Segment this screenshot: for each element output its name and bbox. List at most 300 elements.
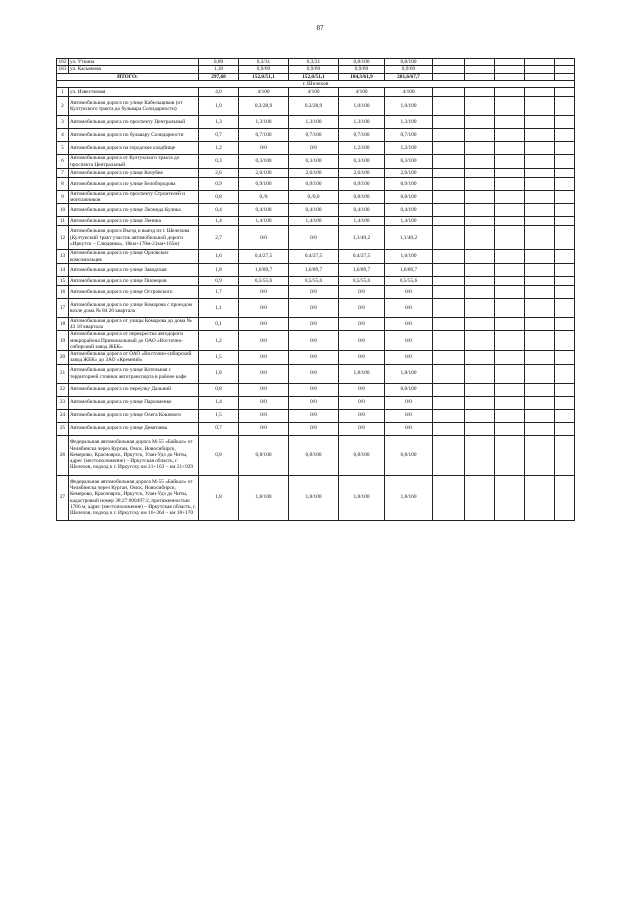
value-cell: 0,5/55,6 <box>289 276 339 285</box>
empty-cell <box>433 129 465 142</box>
road-name: Автомобильная дорога от улицы Комарова до дома № 43 18 квартала <box>69 317 199 331</box>
section-row <box>57 80 575 88</box>
empty-cell <box>433 331 465 351</box>
value-cell: 0,4/27,5 <box>339 250 385 264</box>
value-cell: 0,7/100 <box>339 129 385 142</box>
value-cell: 1,0/100 <box>339 97 385 116</box>
empty-cell <box>465 129 495 142</box>
table-row <box>57 190 575 204</box>
value-cell: 0,9 <box>199 177 239 190</box>
value-cell: 1,8 <box>199 475 239 520</box>
value-cell: 0,9/100 <box>239 177 289 190</box>
empty-cell <box>465 276 495 285</box>
empty-cell <box>555 177 575 190</box>
table-row <box>57 226 575 250</box>
value-cell: 0,80 <box>199 59 239 66</box>
value-cell: 0,5/55,6 <box>339 276 385 285</box>
road-name: Федеральная автомобильная дорога М-55 «Байкал» от Челябинска через Курган, Омск, Новосибирск, Кемерово, Красноярск, Иркутск, Улан-Удэ до Читы, адрес (местоположение) – Иркутская область, г. Шелехов, подход к г. Иркутску км 21+163 – км 21+929 <box>69 435 199 475</box>
value-cell: 0,1 <box>199 317 239 331</box>
value-cell: 2,7 <box>199 226 239 250</box>
road-name: Автомобильная дорога по улице Пионеров <box>69 276 199 285</box>
row-number: 16 <box>57 285 69 298</box>
empty-cell <box>525 331 555 351</box>
empty-cell <box>525 168 555 177</box>
empty-cell <box>555 129 575 142</box>
row-number: 18 <box>57 317 69 331</box>
empty-cell <box>433 285 465 298</box>
value-cell: 0,4/100 <box>239 204 289 217</box>
value-cell: 1,2 <box>199 331 239 351</box>
value-cell: 0/0 <box>239 351 289 365</box>
value-cell: 0/0 <box>239 409 289 422</box>
empty-cell <box>525 383 555 396</box>
table-row <box>57 250 575 264</box>
empty-cell <box>433 422 465 435</box>
value-cell: 2,6/100 <box>289 168 339 177</box>
value-cell: 0/0 <box>289 351 339 365</box>
value-cell: 2,6/100 <box>239 168 289 177</box>
row-number: 13 <box>57 250 69 264</box>
value-cell: 0/0 <box>239 383 289 396</box>
value-cell: 0,8/100 <box>339 59 385 66</box>
empty-cell <box>525 226 555 250</box>
empty-cell <box>525 298 555 317</box>
row-number: 5 <box>57 142 69 155</box>
road-name: Автомобильная дорога от перекрестка автодороги микрорайона Привокзальный до ОАО «Восточно-сибирский завод ЖБК» <box>69 331 199 351</box>
empty-cell <box>495 142 525 155</box>
empty-cell <box>525 250 555 264</box>
empty-cell <box>555 66 575 73</box>
empty-cell <box>433 298 465 317</box>
empty-cell <box>495 298 525 317</box>
table-row <box>57 331 575 351</box>
empty-cell <box>555 73 575 80</box>
road-name: Автомобильная дорога по улице Пархоменко <box>69 396 199 409</box>
table-row <box>57 364 575 383</box>
value-cell: 1,8/100 <box>385 364 433 383</box>
empty-cell <box>525 263 555 276</box>
empty-cell <box>525 217 555 226</box>
value-cell: 0/0 <box>289 409 339 422</box>
road-name: Автомобильная дорога по переулку Дальний <box>69 383 199 396</box>
road-name: Федеральная автомобильная дорога М-55 «Байкал» от Челябинска через Курган, Омск, Новосибирск, Кемерово, Красноярск, Иркутск, Улан-Удэ до Читы, кадастровый номер 38:27:000497:2, протяженностью 1766 м, адрес (местоположение) – Иркутская область, г. Шелехов, подход к г. Иркутску км 16+364 – км 18+170 <box>69 475 199 520</box>
value-cell: 0,5/55,6 <box>385 276 433 285</box>
empty-cell <box>495 317 525 331</box>
row-number: 21 <box>57 364 69 383</box>
table-row <box>57 155 575 169</box>
value-cell: 0/0 <box>289 285 339 298</box>
value-cell: 0,8/100 <box>385 190 433 204</box>
value-cell: 0,9/69 <box>239 66 289 73</box>
value-cell: 0/0 <box>289 298 339 317</box>
value-cell: 0/0 <box>239 331 289 351</box>
table-row <box>57 217 575 226</box>
empty-cell <box>555 88 575 97</box>
value-cell: 0,4 <box>199 204 239 217</box>
empty-cell <box>495 331 525 351</box>
empty-cell <box>433 475 465 520</box>
row-number: 23 <box>57 396 69 409</box>
row-number: 15 <box>57 276 69 285</box>
value-cell: 0,4/100 <box>339 204 385 217</box>
total-value: 152,0/51,1 <box>289 73 339 80</box>
value-cell: 0,/0,0 <box>289 190 339 204</box>
value-cell: 0,9/100 <box>289 177 339 190</box>
empty-cell <box>525 97 555 116</box>
road-name: Автомобильная дорога по улице Котельная с территорией стоянки автотранспорта в районе кафе <box>69 364 199 383</box>
table-row <box>57 475 575 520</box>
value-cell: 1,8/160 <box>385 475 433 520</box>
value-cell: 1,1/40,2 <box>385 226 433 250</box>
value-cell: 0,5/55,6 <box>239 276 289 285</box>
value-cell: 0,8/100 <box>339 190 385 204</box>
empty-cell <box>465 66 495 73</box>
value-cell: 0/0 <box>289 142 339 155</box>
empty-cell <box>433 168 465 177</box>
value-cell: 0,4/27,5 <box>289 250 339 264</box>
empty-cell <box>495 396 525 409</box>
empty-cell <box>433 263 465 276</box>
road-name: Автомобильная дорога по улице Леонида Кулика <box>69 204 199 217</box>
empty-cell <box>465 298 495 317</box>
value-cell: 1,4/100 <box>239 217 289 226</box>
empty-cell <box>495 177 525 190</box>
value-cell: 0/0 <box>289 317 339 331</box>
value-cell: 0/0 <box>339 285 385 298</box>
empty-cell <box>465 250 495 264</box>
table-row <box>57 177 575 190</box>
value-cell: 0/0 <box>339 351 385 365</box>
row-number: 183 <box>57 66 69 73</box>
value-cell: 0,/0 <box>239 190 289 204</box>
value-cell: 0/0 <box>239 142 289 155</box>
table-row <box>57 298 575 317</box>
empty-cell <box>555 364 575 383</box>
value-cell: 0/0 <box>339 396 385 409</box>
value-cell: 1,4 <box>199 217 239 226</box>
empty-cell <box>465 116 495 129</box>
road-name: Автомобильная дорога по бульвару Солидарности <box>69 129 199 142</box>
value-cell: 0/0 <box>239 396 289 409</box>
empty-cell <box>555 409 575 422</box>
road-name: Автомобильная дорога по проспекту Строителей и монтажников <box>69 190 199 204</box>
empty-cell <box>465 168 495 177</box>
value-cell: 0/0 <box>239 298 289 317</box>
value-cell: 0/0 <box>239 364 289 383</box>
row-number: 14 <box>57 263 69 276</box>
empty-cell <box>555 97 575 116</box>
road-name: Автомобильная дорога по улице Комарова с проездом возле дома № 84 20 квартала <box>69 298 199 317</box>
empty-cell <box>433 217 465 226</box>
row-number: 6 <box>57 155 69 169</box>
table-row <box>57 276 575 285</box>
empty-cell <box>433 190 465 204</box>
empty-cell <box>433 66 465 73</box>
value-cell: 1,5 <box>199 409 239 422</box>
empty-cell <box>495 73 525 80</box>
empty-cell <box>495 250 525 264</box>
empty-cell <box>465 217 495 226</box>
value-cell: 0,3/100 <box>339 155 385 169</box>
table-row <box>57 97 575 116</box>
row-number: 26 <box>57 435 69 475</box>
empty-cell <box>555 59 575 66</box>
value-cell: 1,8/100 <box>339 364 385 383</box>
value-cell: 4/100 <box>339 88 385 97</box>
value-cell: 1,30 <box>199 66 239 73</box>
value-cell: 0,3/28,9 <box>239 97 289 116</box>
road-name: Автомобильная дорога от ОАО «Восточно-сибирский завод ЖБК» до ЗАО «Кремний» <box>69 351 199 365</box>
empty-cell <box>465 285 495 298</box>
value-cell: 0,3 <box>199 155 239 169</box>
value-cell: 0,8 <box>199 383 239 396</box>
table-row <box>57 168 575 177</box>
empty-cell <box>465 263 495 276</box>
empty-cell <box>465 73 495 80</box>
value-cell: 2,6 <box>199 168 239 177</box>
value-cell: 1,8 <box>199 364 239 383</box>
value-cell: 0,9/69 <box>385 66 433 73</box>
row-number: 27 <box>57 475 69 520</box>
empty-cell <box>465 88 495 97</box>
empty-cell <box>433 73 465 80</box>
value-cell: 1,8/100 <box>239 475 289 520</box>
value-cell: 0/0 <box>339 317 385 331</box>
road-name: Автомобильная дорога Въезд и выезд из г. Шелехова (Култукский тракт участок автомобильной дороги «Иркутск – Слюдянка», 18км+170м-21км+165м) <box>69 226 199 250</box>
page-number: 87 <box>316 24 324 32</box>
empty-cell <box>555 168 575 177</box>
value-cell: 0,9/100 <box>385 177 433 190</box>
value-cell: 4/100 <box>239 88 289 97</box>
table-body <box>57 59 575 521</box>
value-cell: 1,2/100 <box>339 142 385 155</box>
total-label: ИТОГО: <box>57 73 199 80</box>
table-row <box>57 263 575 276</box>
empty-cell <box>465 383 495 396</box>
empty-cell <box>495 422 525 435</box>
row-number: 20 <box>57 351 69 365</box>
empty-cell <box>555 396 575 409</box>
value-cell: 0/0 <box>385 396 433 409</box>
row-number: 22 <box>57 383 69 396</box>
road-name: Автомобильная дорога по улице Кабельщиков (от Култукского тракта до бульвара Солидарности) <box>69 97 199 116</box>
table-row <box>57 435 575 475</box>
value-cell: 0,9/100 <box>339 177 385 190</box>
value-cell: 0/0 <box>239 422 289 435</box>
empty-cell <box>465 317 495 331</box>
value-cell: 0,3/100 <box>239 155 289 169</box>
value-cell: 0/0 <box>385 285 433 298</box>
row-number: 9 <box>57 190 69 204</box>
value-cell: 0/0 <box>385 351 433 365</box>
empty-cell <box>433 226 465 250</box>
empty-cell <box>555 190 575 204</box>
table-row <box>57 383 575 396</box>
empty-cell <box>555 475 575 520</box>
empty-cell <box>525 177 555 190</box>
empty-cell <box>465 97 495 116</box>
road-name: ул. Уткина <box>69 59 199 66</box>
road-name: Автомобильная дорога по улице Островского <box>69 285 199 298</box>
value-cell: 0/0 <box>289 226 339 250</box>
value-cell: 1,6 <box>199 250 239 264</box>
table-row <box>57 396 575 409</box>
empty-cell <box>433 142 465 155</box>
road-name: Автомобильная дорога от Култукского тракта до проспекта Центральный <box>69 155 199 169</box>
value-cell: 1,0/100 <box>385 97 433 116</box>
value-cell: 0,3/100 <box>385 155 433 169</box>
empty-cell <box>495 383 525 396</box>
road-name: Автомобильная дорога по улице Орловских комсомольцев <box>69 250 199 264</box>
empty-cell <box>525 317 555 331</box>
empty-cell <box>495 155 525 169</box>
empty-cell <box>433 177 465 190</box>
value-cell: 0,3/31 <box>289 59 339 66</box>
empty-cell <box>465 422 495 435</box>
value-cell: 0,7/100 <box>289 129 339 142</box>
value-cell: 0/0 <box>385 409 433 422</box>
value-cell: 0,8/100 <box>385 435 433 475</box>
empty-cell <box>525 409 555 422</box>
value-cell: 0,3/28,9 <box>289 97 339 116</box>
empty-cell <box>433 396 465 409</box>
row-number: 17 <box>57 298 69 317</box>
value-cell: 0,8 <box>199 435 239 475</box>
total-value: 184,3/61,9 <box>339 73 385 80</box>
empty-cell <box>495 285 525 298</box>
row-number: 2 <box>57 97 69 116</box>
total-value: 201,6/67,7 <box>385 73 433 80</box>
empty-cell <box>555 331 575 351</box>
empty-cell <box>555 422 575 435</box>
value-cell: 0/0 <box>289 396 339 409</box>
value-cell: 0/0 <box>339 422 385 435</box>
empty-cell <box>433 250 465 264</box>
value-cell: 0,8/100 <box>239 435 289 475</box>
empty-cell <box>555 435 575 475</box>
value-cell: 0,7 <box>199 129 239 142</box>
total-value: 152,0/51,1 <box>239 73 289 80</box>
table-row <box>57 66 575 73</box>
value-cell: 0,7/100 <box>239 129 289 142</box>
empty-cell <box>525 435 555 475</box>
value-cell: 1,2 <box>199 142 239 155</box>
value-cell: 0/0 <box>239 226 289 250</box>
value-cell: 0,7/100 <box>385 129 433 142</box>
empty-cell <box>495 263 525 276</box>
empty-cell <box>433 435 465 475</box>
empty-cell <box>525 66 555 73</box>
empty-cell <box>465 190 495 204</box>
value-cell: 0,8/100 <box>339 435 385 475</box>
empty-cell <box>495 190 525 204</box>
table-row <box>57 116 575 129</box>
value-cell: 4/100 <box>289 88 339 97</box>
value-cell: 0/0 <box>385 331 433 351</box>
empty-cell <box>433 59 465 66</box>
empty-cell <box>495 66 525 73</box>
value-cell: 4,0 <box>199 88 239 97</box>
value-cell: 1,3 <box>199 116 239 129</box>
empty-cell <box>465 59 495 66</box>
empty-cell <box>555 204 575 217</box>
empty-cell <box>433 204 465 217</box>
row-number: 19 <box>57 331 69 351</box>
empty-cell <box>433 155 465 169</box>
empty-cell <box>525 142 555 155</box>
empty-cell <box>495 226 525 250</box>
empty-cell <box>465 155 495 169</box>
value-cell: 4/100 <box>385 88 433 97</box>
empty-cell <box>525 396 555 409</box>
row-number: 11 <box>57 217 69 226</box>
empty-cell <box>555 263 575 276</box>
value-cell: 0/0 <box>339 383 385 396</box>
empty-cell <box>495 116 525 129</box>
road-name: ул. Известковая <box>69 88 199 97</box>
empty-cell <box>555 142 575 155</box>
empty-cell <box>433 383 465 396</box>
value-cell: 0,9 <box>199 276 239 285</box>
empty-cell <box>465 226 495 250</box>
value-cell: 1,4/100 <box>339 217 385 226</box>
empty-cell <box>465 396 495 409</box>
empty-cell <box>465 351 495 365</box>
roads-table <box>56 58 575 521</box>
value-cell: 1,2/100 <box>385 142 433 155</box>
empty-cell <box>433 317 465 331</box>
row-number: 12 <box>57 226 69 250</box>
value-cell: 0,4/100 <box>289 204 339 217</box>
empty-cell <box>555 226 575 250</box>
empty-cell <box>465 331 495 351</box>
value-cell: 0,7 <box>199 422 239 435</box>
table-row <box>57 409 575 422</box>
road-name: Автомобильная дорога по улице Кочубея <box>69 168 199 177</box>
road-name: ул. Касьянова <box>69 66 199 73</box>
empty-cell <box>495 217 525 226</box>
road-name: Автомобильная дорога по улице Заводская <box>69 263 199 276</box>
empty-cell <box>495 475 525 520</box>
empty-cell <box>525 116 555 129</box>
empty-cell <box>555 217 575 226</box>
empty-cell <box>555 250 575 264</box>
empty-cell <box>465 142 495 155</box>
value-cell: 0/0 <box>385 422 433 435</box>
empty-cell <box>495 351 525 365</box>
empty-cell <box>433 116 465 129</box>
value-cell: 1,6/89,7 <box>239 263 289 276</box>
value-cell: 0/0 <box>339 409 385 422</box>
value-cell: 0/0 <box>339 331 385 351</box>
empty-cell <box>525 155 555 169</box>
empty-cell <box>525 190 555 204</box>
table-row <box>57 422 575 435</box>
row-number: 7 <box>57 168 69 177</box>
value-cell: 0/0 <box>289 383 339 396</box>
value-cell: 0,8/100 <box>385 59 433 66</box>
empty-cell <box>525 475 555 520</box>
value-cell: 0,3/100 <box>289 155 339 169</box>
empty-cell <box>555 155 575 169</box>
table-row <box>57 351 575 365</box>
empty-cell <box>555 383 575 396</box>
value-cell: 1,8/100 <box>289 475 339 520</box>
empty-cell <box>525 285 555 298</box>
value-cell: 0/0 <box>239 285 289 298</box>
row-number: 24 <box>57 409 69 422</box>
empty-cell <box>525 276 555 285</box>
